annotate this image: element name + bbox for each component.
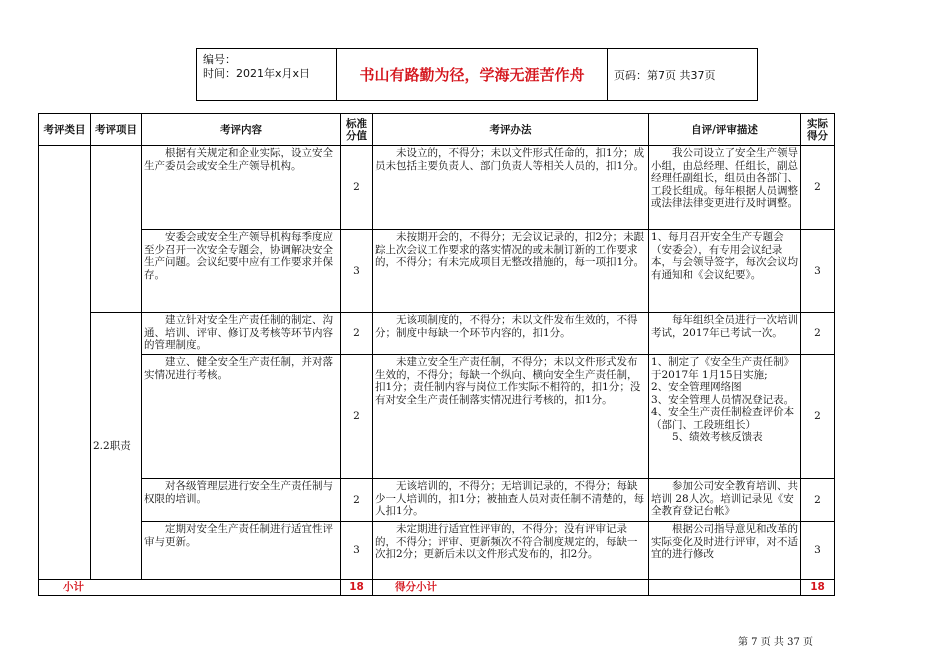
table-row [39, 522, 835, 580]
description-line: 5、绩效考核反馈表 [672, 431, 763, 443]
description-line: 2、安全管理网络图 [651, 381, 742, 393]
standard-score-cell: 2 [341, 146, 373, 230]
content-cell: 安委会或安全生产领导机构每季度应至少召开一次安全专题会，协调解决安全生产问题。会议纪要中应有工作要求并保存。 [142, 230, 341, 313]
subtotal-score: 18 [341, 580, 373, 596]
col-header-item: 考评项目 [91, 114, 142, 146]
item-cell-responsibility: 2.2职责 [91, 313, 142, 580]
col-header-category: 考评类目 [39, 114, 91, 146]
content-cell: 对各级管理层进行安全生产责任制与权限的培训。 [142, 479, 341, 522]
subtotal-desc-empty [649, 580, 801, 596]
table-row [39, 479, 835, 522]
category-cell [39, 146, 91, 580]
item-cell-empty [91, 146, 142, 313]
actual-score-cell: 2 [801, 313, 835, 355]
standard-score-cell: 2 [341, 355, 373, 479]
col-header-description: 自评/评审描述 [649, 114, 801, 146]
table-header-row [39, 114, 835, 146]
description-line: 1、制定了《安全生产责任制》于2017年 1月15日实施; [651, 356, 795, 381]
description-cell: 根据公司指导意见和改革的实际变化及时进行评审，对不适宜的进行修改 [649, 522, 801, 580]
table-row [39, 230, 835, 313]
standard-score-cell: 3 [341, 230, 373, 313]
description-cell: 参加公司安全教育培训、共培训 28人次。培训记录见《安全教育登记台帐》 [649, 479, 801, 522]
col-header-actual-score: 实际得分 [801, 114, 835, 146]
page-footer: 第 7 页 共 37 页 [738, 637, 813, 648]
document-header [196, 48, 758, 101]
actual-score-cell: 3 [801, 522, 835, 580]
col-header-content: 考评内容 [142, 114, 341, 146]
standard-score-cell: 2 [341, 479, 373, 522]
content-cell: 建立针对安全生产责任制的制定、沟通、培训、评审、修订及考核等环节内容的管理制度。 [142, 313, 341, 355]
method-cell: 未按期开会的，不得分；无会议记录的，扣2分；未跟踪上次会议工作要求的落实情况的或未制订新的工作要求的，不得分；有未完成项目无整改措施的，每一项扣1分。 [373, 230, 649, 313]
table-row [39, 146, 835, 230]
actual-score-cell: 2 [801, 479, 835, 522]
col-header-standard-score: 标准分值 [341, 114, 373, 146]
description-cell: 1、每月召开安全生产专题会（安委会），有专用会议纪录本，与会领导签字，每次会议均有通知和《会议纪要》。 [649, 230, 801, 313]
col-header-method: 考评办法 [373, 114, 649, 146]
content-cell: 定期对安全生产责任制进行适宜性评审与更新。 [142, 522, 341, 580]
content-cell: 根据有关规定和企业实际，设立安全生产委员会或安全生产领导机构。 [142, 146, 341, 230]
description-cell [649, 355, 801, 479]
method-cell: 未建立安全生产责任制，不得分；未以文件形式发布生效的，不得分；每缺一个纵向、横向安全生产责任制，扣1分；责任制内容与岗位工作实际不相符的，扣1分；没有对安全生产责任制落实情况进行考核的，扣1分。 [373, 355, 649, 479]
method-cell: 无该培训的，不得分；无培训记录的，不得分；每缺少一人培训的，扣1分；被抽查人员对责任制不清楚的，每人扣1分。 [373, 479, 649, 522]
content-cell: 建立、健全安全生产责任制，并对落实情况进行考核。 [142, 355, 341, 479]
table-row [39, 313, 835, 355]
evaluation-table [38, 113, 835, 596]
standard-score-cell: 2 [341, 313, 373, 355]
actual-score-cell: 2 [801, 355, 835, 479]
page-label: 页码：第7页 共37页 [614, 68, 716, 82]
description-cell: 每年组织全员进行一次培训考试，2017年已考试一次。 [649, 313, 801, 355]
description-cell: 我公司设立了安全生产领导小组，由总经理、任组长，副总经理任副组长，组员由各部门、工段长组成。每年根据人员调整或法律法律变更进行及时调整。 [649, 146, 801, 230]
score-subtotal-label: 得分小计 [373, 580, 649, 596]
subtotal-label: 小计 [39, 580, 341, 596]
method-cell: 未定期进行适宜性评审的，不得分；没有评审记录的，不得分；评审、更新频次不符合制度规定的，每缺一次扣2分；更新后未以文件形式发布的，扣2分。 [373, 522, 649, 580]
time-label: 时间：2021年x月x日 [203, 67, 311, 80]
standard-score-cell: 3 [341, 522, 373, 580]
header-meta [197, 49, 337, 100]
subtotal-row [39, 580, 835, 596]
actual-score-cell: 3 [801, 230, 835, 313]
description-line: 3、安全管理人员情况登记表。 [651, 393, 795, 406]
method-cell: 无该项制度的，不得分；未以文件发布生效的，不得分；制度中每缺一个环节内容的，扣1分。 [373, 313, 649, 355]
score-subtotal-value: 18 [801, 580, 835, 596]
serial-label: 编号： [203, 53, 236, 66]
method-cell: 未设立的，不得分；未以文件形式任命的，扣1分；成员未包括主要负责人、部门负责人等相关人员的，扣1分。 [373, 146, 649, 230]
actual-score-cell: 2 [801, 146, 835, 230]
table-row [39, 355, 835, 479]
description-line: 4、安全生产责任制检查评价本（部门、工段班组长） [651, 406, 795, 431]
motto: 书山有路勤为径，学海无涯苦作舟 [337, 49, 608, 100]
